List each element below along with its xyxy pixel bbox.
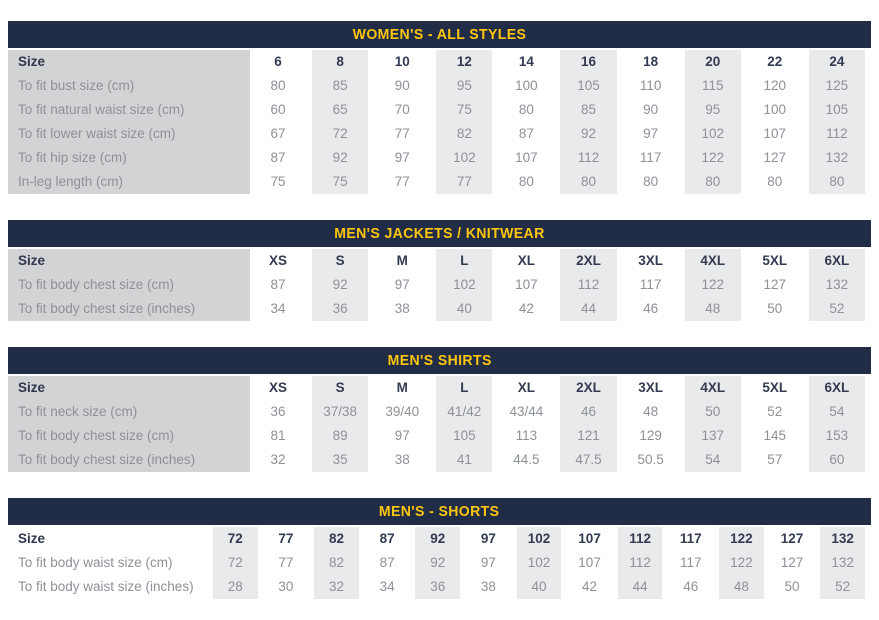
- size-column-header: L: [430, 249, 498, 273]
- row-label: To fit body chest size (inches): [8, 448, 250, 472]
- value-cell: 107: [763, 126, 787, 141]
- value-cell: 80: [518, 102, 534, 117]
- size-column-header: M: [396, 253, 408, 268]
- value-cell: 121: [554, 424, 622, 448]
- value-cell: 36: [270, 404, 286, 419]
- value-cell: 97: [643, 126, 659, 141]
- data-row: [8, 122, 871, 146]
- table-title-bar: [8, 21, 871, 48]
- value-cell: 92: [306, 273, 374, 297]
- value-cell: 50: [679, 400, 747, 424]
- value-cell: 38: [394, 452, 410, 467]
- value-cell: 80: [679, 170, 747, 194]
- value-cell: 28: [207, 575, 264, 599]
- value-cell: 50: [784, 579, 800, 594]
- value-cell: 95: [679, 98, 747, 122]
- value-cell: 80: [554, 170, 622, 194]
- data-row: [8, 98, 871, 122]
- value-cell: 77: [430, 170, 498, 194]
- value-cell: 81: [270, 428, 286, 443]
- table-title: MEN'S - SHORTS: [379, 503, 500, 520]
- value-cell: 54: [803, 400, 871, 424]
- value-cell: 42: [518, 301, 534, 316]
- value-cell: 110: [639, 78, 662, 93]
- value-cell: 107: [515, 277, 538, 292]
- size-header-row: [8, 50, 871, 74]
- value-cell: 41/42: [430, 400, 498, 424]
- value-cell: 38: [394, 301, 410, 316]
- value-cell: 112: [612, 551, 669, 575]
- value-cell: 50.5: [637, 452, 664, 467]
- value-cell: 42: [582, 579, 598, 594]
- value-cell: 80: [803, 170, 871, 194]
- size-column-header: 2XL: [554, 249, 622, 273]
- value-cell: 75: [430, 98, 498, 122]
- row-label: Size: [8, 376, 250, 400]
- row-label: To fit body chest size (cm): [8, 273, 250, 297]
- table-title-bar: [8, 220, 871, 247]
- value-cell: 80: [518, 174, 534, 189]
- size-column-header: S: [306, 376, 374, 400]
- value-cell: 127: [780, 555, 804, 570]
- value-cell: 85: [554, 98, 622, 122]
- value-cell: 127: [763, 277, 787, 292]
- size-header-row: [8, 249, 871, 273]
- value-cell: 30: [278, 579, 294, 594]
- data-row: [8, 551, 871, 575]
- row-label: To fit body chest size (cm): [8, 424, 250, 448]
- value-cell: 52: [803, 297, 871, 321]
- value-cell: 145: [763, 428, 787, 443]
- size-column-header: XS: [269, 253, 288, 268]
- value-cell: 32: [308, 575, 365, 599]
- row-label: To fit body waist size (inches): [18, 579, 194, 594]
- size-column-header: 5XL: [762, 380, 788, 395]
- size-column-header: XL: [517, 253, 536, 268]
- value-cell: 80: [643, 174, 659, 189]
- value-cell: 75: [270, 174, 286, 189]
- value-cell: 153: [803, 424, 871, 448]
- value-cell: 44: [554, 297, 622, 321]
- size-column-header: 87: [379, 531, 395, 546]
- row-label: To fit body chest size (inches): [8, 297, 250, 321]
- value-cell: 107: [578, 555, 601, 570]
- table-title: MEN'S JACKETS / KNITWEAR: [334, 225, 545, 242]
- value-cell: 117: [680, 555, 702, 570]
- size-column-header: 24: [803, 50, 871, 74]
- size-column-header: 2XL: [554, 376, 622, 400]
- value-cell: 137: [679, 424, 747, 448]
- value-cell: 92: [306, 146, 374, 170]
- value-cell: 36: [409, 575, 466, 599]
- value-cell: 115: [679, 74, 747, 98]
- value-cell: 48: [679, 297, 747, 321]
- value-cell: 32: [270, 452, 286, 467]
- size-chart-men-s-shorts: [8, 498, 871, 599]
- value-cell: 102: [679, 122, 747, 146]
- size-chart-women-s-all-styles: [8, 21, 871, 194]
- value-cell: 77: [394, 174, 410, 189]
- size-column-header: 4XL: [679, 249, 747, 273]
- size-chart-men-s-shirts: [8, 347, 871, 472]
- value-cell: 80: [270, 78, 286, 93]
- size-column-header: 107: [578, 531, 601, 546]
- size-column-header: 6XL: [803, 376, 871, 400]
- value-cell: 48: [713, 575, 770, 599]
- value-cell: 97: [480, 555, 496, 570]
- size-column-header: 122: [713, 527, 770, 551]
- size-column-header: 117: [679, 531, 702, 546]
- size-column-header: 20: [679, 50, 747, 74]
- value-cell: 113: [515, 428, 538, 443]
- size-column-header: S: [306, 249, 374, 273]
- value-cell: 132: [803, 146, 871, 170]
- size-column-header: 127: [780, 531, 804, 546]
- value-cell: 40: [511, 575, 568, 599]
- size-column-header: 16: [554, 50, 622, 74]
- value-cell: 97: [394, 277, 410, 292]
- value-cell: 46: [683, 579, 699, 594]
- row-label: To fit lower waist size (cm): [8, 122, 250, 146]
- row-label: To fit body waist size (cm): [18, 555, 173, 570]
- value-cell: 97: [394, 428, 410, 443]
- size-column-header: 8: [306, 50, 374, 74]
- value-cell: 105: [554, 74, 622, 98]
- value-cell: 40: [430, 297, 498, 321]
- row-label: Size: [18, 531, 46, 546]
- size-column-header: 97: [480, 531, 496, 546]
- value-cell: 87: [270, 277, 286, 292]
- row-label: Size: [8, 249, 250, 273]
- value-cell: 65: [306, 98, 374, 122]
- value-cell: 80: [767, 174, 783, 189]
- data-row: [8, 448, 871, 472]
- value-cell: 82: [430, 122, 498, 146]
- value-cell: 100: [515, 78, 538, 93]
- size-column-header: XL: [517, 380, 536, 395]
- table-title-bar: [8, 347, 871, 374]
- size-column-header: 6XL: [803, 249, 871, 273]
- value-cell: 132: [803, 273, 871, 297]
- value-cell: 85: [306, 74, 374, 98]
- value-cell: 105: [430, 424, 498, 448]
- value-cell: 125: [803, 74, 871, 98]
- value-cell: 112: [803, 122, 871, 146]
- value-cell: 100: [763, 102, 787, 117]
- value-cell: 60: [270, 102, 286, 117]
- value-cell: 122: [679, 146, 747, 170]
- value-cell: 105: [803, 98, 871, 122]
- row-label: In-leg length (cm): [8, 170, 250, 194]
- value-cell: 122: [713, 551, 770, 575]
- value-cell: 77: [394, 126, 410, 141]
- data-row: [8, 273, 871, 297]
- value-cell: 92: [409, 551, 466, 575]
- value-cell: 90: [643, 102, 659, 117]
- size-column-header: 10: [394, 54, 410, 69]
- value-cell: 92: [554, 122, 622, 146]
- value-cell: 39/40: [385, 404, 420, 419]
- value-cell: 36: [306, 297, 374, 321]
- value-cell: 70: [394, 102, 410, 117]
- value-cell: 129: [639, 428, 662, 443]
- data-row: [8, 170, 871, 194]
- value-cell: 43/44: [509, 404, 544, 419]
- value-cell: 122: [679, 273, 747, 297]
- size-column-header: L: [430, 376, 498, 400]
- size-column-header: M: [396, 380, 408, 395]
- value-cell: 46: [643, 301, 659, 316]
- data-row: [8, 424, 871, 448]
- value-cell: 52: [767, 404, 783, 419]
- value-cell: 44: [612, 575, 669, 599]
- value-cell: 48: [643, 404, 659, 419]
- size-column-header: 77: [278, 531, 294, 546]
- table-title-bar: [8, 498, 871, 525]
- value-cell: 75: [306, 170, 374, 194]
- size-column-header: 132: [814, 527, 871, 551]
- size-header-row: [8, 376, 871, 400]
- size-header-row: [8, 527, 871, 551]
- data-row: [8, 400, 871, 424]
- size-column-header: 82: [308, 527, 365, 551]
- value-cell: 47.5: [554, 448, 622, 472]
- row-label: To fit natural waist size (cm): [8, 98, 250, 122]
- value-cell: 52: [814, 575, 871, 599]
- value-cell: 72: [207, 551, 264, 575]
- value-cell: 87: [270, 150, 286, 165]
- size-column-header: XS: [269, 380, 288, 395]
- value-cell: 37/38: [306, 400, 374, 424]
- value-cell: 117: [639, 150, 662, 165]
- size-column-header: 92: [409, 527, 466, 551]
- value-cell: 117: [639, 277, 662, 292]
- data-row: [8, 74, 871, 98]
- value-cell: 41: [430, 448, 498, 472]
- size-chart-men-s-jackets-knitwear: [8, 220, 871, 321]
- value-cell: 77: [278, 555, 294, 570]
- size-column-header: 3XL: [638, 380, 663, 395]
- row-label: To fit neck size (cm): [8, 400, 250, 424]
- table-title: MEN'S SHIRTS: [387, 352, 492, 369]
- value-cell: 112: [554, 273, 622, 297]
- value-cell: 132: [814, 551, 871, 575]
- value-cell: 54: [679, 448, 747, 472]
- row-label: To fit bust size (cm): [8, 74, 250, 98]
- value-cell: 72: [306, 122, 374, 146]
- size-column-header: 14: [518, 54, 534, 69]
- value-cell: 38: [480, 579, 496, 594]
- value-cell: 82: [308, 551, 365, 575]
- value-cell: 35: [306, 448, 374, 472]
- value-cell: 34: [379, 579, 395, 594]
- value-cell: 112: [554, 146, 622, 170]
- value-cell: 67: [270, 126, 286, 141]
- value-cell: 50: [767, 301, 783, 316]
- value-cell: 44.5: [513, 452, 540, 467]
- table-title: WOMEN'S - ALL STYLES: [352, 26, 527, 43]
- value-cell: 107: [515, 150, 538, 165]
- row-label: To fit hip size (cm): [8, 146, 250, 170]
- size-column-header: 6: [274, 54, 282, 69]
- value-cell: 120: [763, 78, 787, 93]
- size-column-header: 5XL: [762, 253, 788, 268]
- value-cell: 34: [270, 301, 286, 316]
- size-column-header: 72: [207, 527, 264, 551]
- value-cell: 87: [518, 126, 534, 141]
- size-column-header: 102: [511, 527, 568, 551]
- value-cell: 97: [394, 150, 410, 165]
- data-row: [8, 297, 871, 321]
- size-column-header: 3XL: [638, 253, 663, 268]
- value-cell: 95: [430, 74, 498, 98]
- data-row: [8, 146, 871, 170]
- value-cell: 127: [763, 150, 787, 165]
- size-column-header: 12: [430, 50, 498, 74]
- value-cell: 90: [394, 78, 410, 93]
- value-cell: 102: [511, 551, 568, 575]
- size-column-header: 112: [612, 527, 669, 551]
- value-cell: 57: [767, 452, 783, 467]
- size-column-header: 18: [643, 54, 659, 69]
- value-cell: 87: [379, 555, 395, 570]
- data-row: [8, 575, 871, 599]
- size-column-header: 22: [767, 54, 783, 69]
- value-cell: 60: [803, 448, 871, 472]
- value-cell: 46: [554, 400, 622, 424]
- value-cell: 102: [430, 146, 498, 170]
- size-column-header: 4XL: [679, 376, 747, 400]
- value-cell: 102: [430, 273, 498, 297]
- row-label: Size: [8, 50, 250, 74]
- value-cell: 89: [306, 424, 374, 448]
